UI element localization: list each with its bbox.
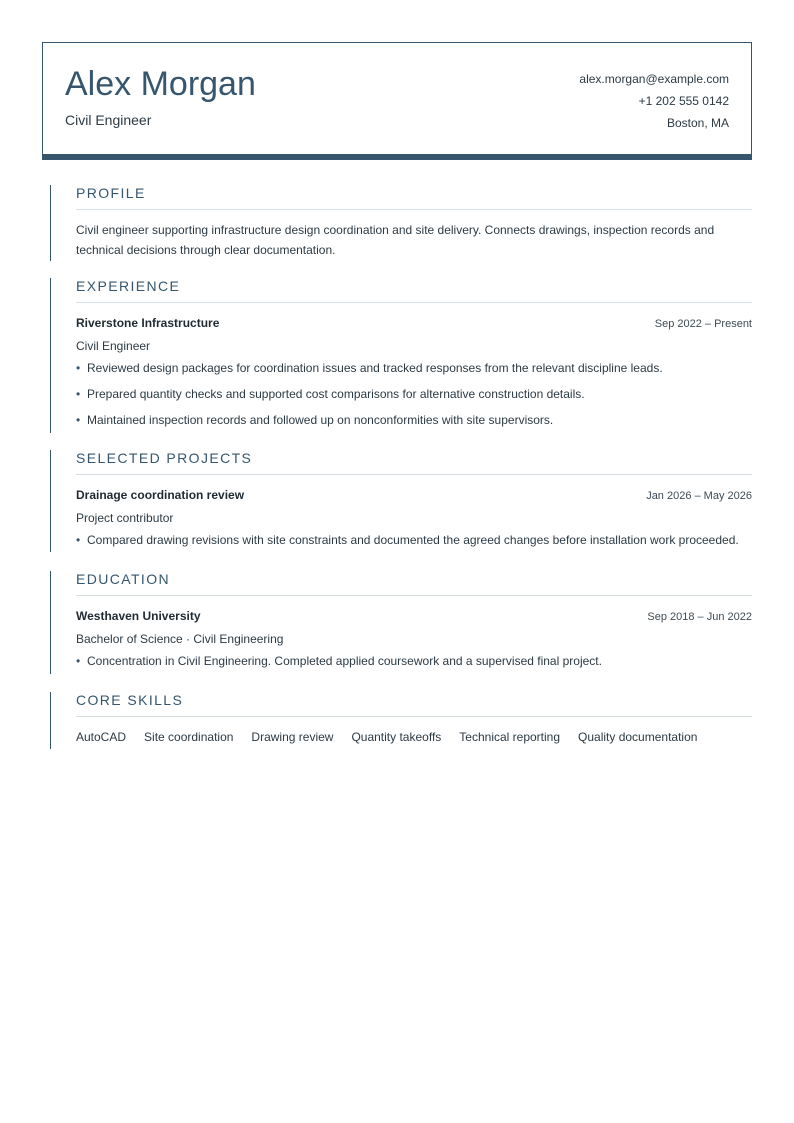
skill-item: Quality documentation [578, 730, 698, 744]
skills-list [76, 729, 752, 745]
experience-date: Sep 2022 – Present [654, 318, 752, 330]
project-date: Jan 2026 – May 2026 [646, 490, 752, 502]
education-date: Sep 2018 – Jun 2022 [647, 611, 752, 623]
contact-block [579, 71, 729, 137]
profile-summary: Civil engineer supporting infrastructure design coordination and site delivery. Connects drawings, inspection records and technical decisions through clear documentation. [76, 223, 715, 257]
contact-email[interactable]: alex.morgan@example.com [579, 72, 729, 86]
experience-bullets [76, 360, 752, 428]
section-profile [50, 185, 752, 261]
skill-item: AutoCAD [76, 730, 127, 744]
bullet-icon: • [76, 413, 81, 427]
section-education [50, 571, 752, 674]
skill-item: Site coordination [144, 730, 234, 744]
project-name: Drainage coordination review [76, 488, 245, 502]
list-item: • Compared drawing revisions with site constraints and documented the agreed changes before installation work proceeded. [76, 533, 739, 547]
list-item: • Concentration in Civil Engineering. Completed applied coursework and a supervised final project. [76, 654, 602, 668]
experience-role: Civil Engineer [76, 339, 151, 353]
skill-item: Drawing review [251, 730, 334, 744]
resume-header [42, 42, 752, 160]
education-degree: Bachelor of Science · Civil Engineering [76, 632, 284, 646]
contact-phone[interactable]: +1 202 555 0142 [638, 94, 729, 108]
section-projects [50, 450, 752, 552]
candidate-headline: Civil Engineer [65, 112, 152, 128]
bullet-icon: • [76, 533, 81, 547]
skill-item: Technical reporting [459, 730, 561, 744]
bullet-icon: • [76, 361, 81, 375]
section-skills [50, 692, 752, 749]
bullet-icon: • [76, 654, 81, 668]
education-bullets [76, 653, 752, 669]
skill-item: Quantity takeoffs [351, 730, 442, 744]
contact-location: Boston, MA [666, 116, 729, 130]
section-title-projects: SELECTED PROJECTS [76, 450, 752, 475]
section-title-education: EDUCATION [76, 571, 752, 596]
project-bullets [76, 532, 752, 548]
experience-org: Riverstone Infrastructure [76, 316, 220, 330]
candidate-name: Alex Morgan [65, 65, 256, 103]
section-experience [50, 278, 752, 433]
education-school: Westhaven University [76, 609, 201, 623]
list-item: • Maintained inspection records and followed up on nonconformities with site supervisors. [76, 413, 554, 427]
project-role: Project contributor [76, 511, 174, 525]
list-item: • Prepared quantity checks and supported cost comparisons for alternative construction details. [76, 387, 585, 401]
section-title-experience: EXPERIENCE [76, 278, 752, 303]
section-title-profile: PROFILE [76, 185, 752, 210]
list-item: • Reviewed design packages for coordination issues and tracked responses from the relevant discipline leads. [76, 361, 663, 375]
bullet-icon: • [76, 387, 81, 401]
section-title-skills: CORE SKILLS [76, 692, 752, 717]
